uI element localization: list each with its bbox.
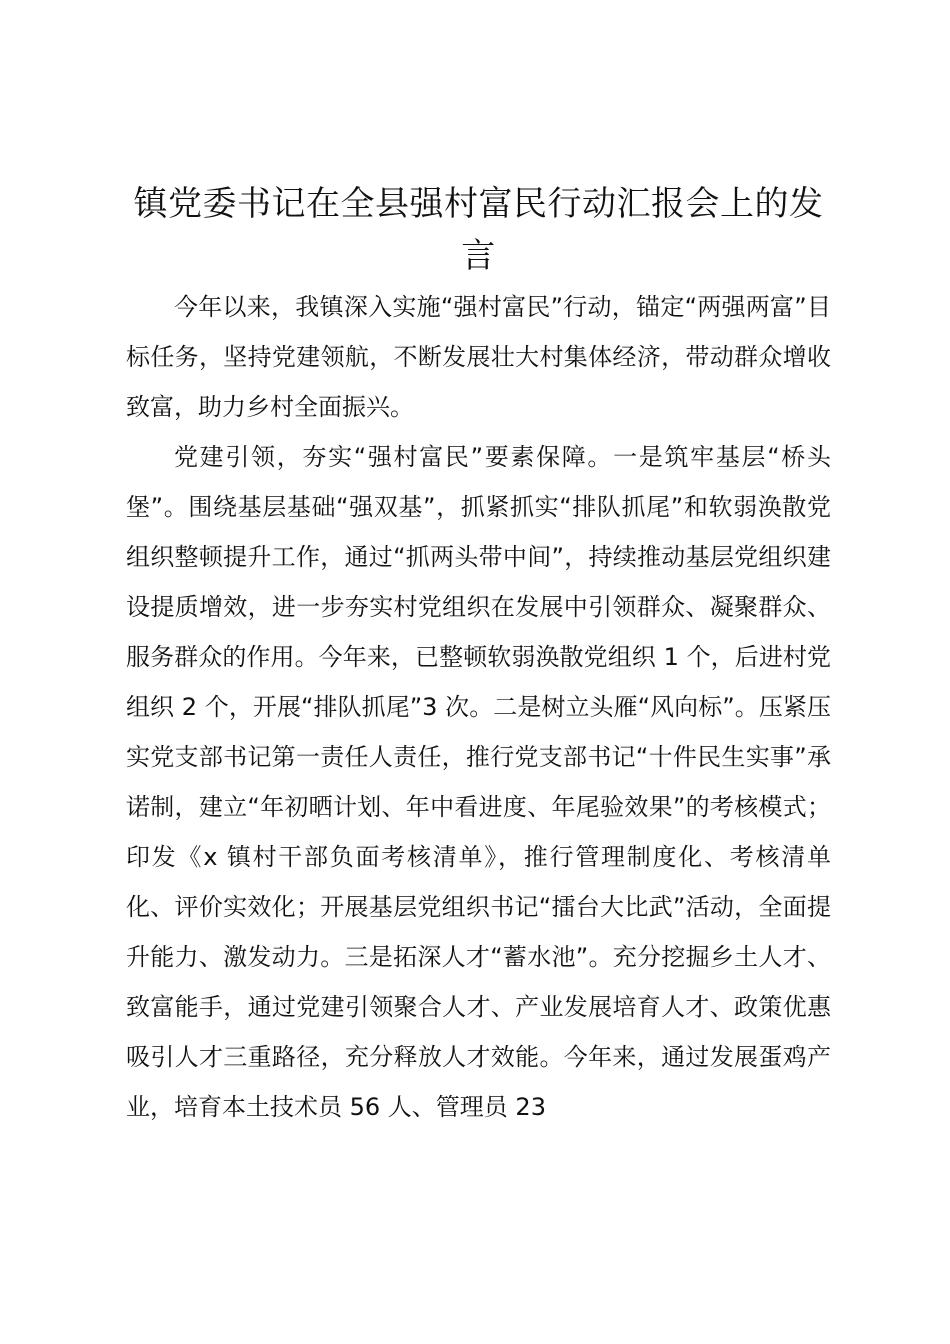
intro-paragraph: 今年以来，我镇深入实施“强村富民”行动，锚定“两强两富”目标任务，坚持党建领航，不断发展壮大村集体经济，带动群众增收致富，助力乡村全面振兴。 [126, 293, 831, 421]
document-page [126, 178, 831, 1132]
body-paragraph: 党建引领，夯实“强村富民”要素保障。一是筑牢基层“桥头堡”。围绕基层基础“强双基”，抓紧抓实“排队抓尾”和软弱涣散党组织整顿提升工作，通过“抓两头带中间”，持续推动基层党组织建设提质增效，进一步夯实村党组织在发展中引领群众、凝聚群众、服务群众的作用。今年来，已整顿软弱涣散党组织 1 个，后进村党组织 2 个，开展“排队抓尾”3 次。二是树立头雁“风向标”。压紧压实党支部书记第一责任人责任，推行党支部书记“十件民生实事”承诺制，建立“年初晒计划、年中看进度、年尾验效果”的考核模式；印发《x 镇村干部负面考核清单》，推行管理制度化、考核清单化、评价实效化；开展基层党组织书记“擂台大比武”活动，全面提升能力、激发动力。三是拓深人才“蓄水池”。充分挖掘乡土人才、致富能手，通过党建引领聚合人才、产业发展培育人才、政策优惠吸引人才三重路径，充分释放人才效能。今年来，通过发展蛋鸡产业，培育本土技术员 56 人、管理员 23 [126, 443, 831, 1121]
document-title: 镇党委书记在全县强村富民行动汇报会上的发言 [133, 184, 824, 276]
